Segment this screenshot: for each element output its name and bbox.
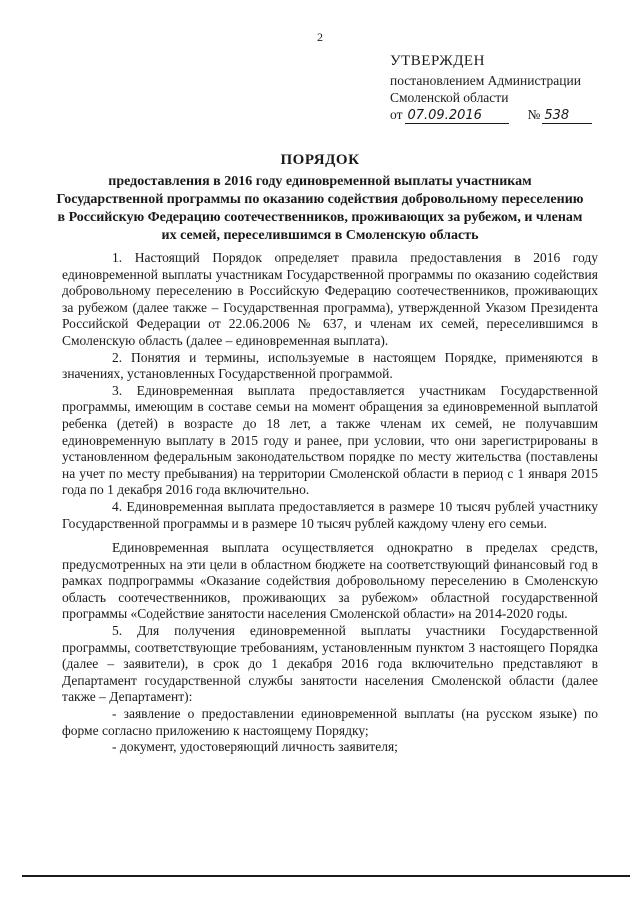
- handwritten-number: 538: [542, 109, 592, 124]
- date-prefix: от: [390, 107, 403, 122]
- approved-heading: УТВЕРЖДЕН: [390, 53, 485, 69]
- scan-bottom-edge: [22, 875, 630, 877]
- list-item-identity-document: - документ, удостоверяющий личность заявителя;: [112, 739, 398, 755]
- paragraph-4-continued: Единовременная выплата осуществляется однократно в пределах средств, предусмотренных на эти цели в областном бюджете на соответствующий финансовый год в рамках подпрограммы «Оказание содействия добровольному переселению в Смоленскую область соотечественников, проживающих за рубежом» областной государственной программы «Содействие занятости населения Смоленской области» на 2014-2020 годы.: [62, 540, 598, 622]
- document-title: ПОРЯДОК: [280, 152, 360, 168]
- list-item-application: - заявление о предоставлении единовременной выплаты (на русском языке) по форме согласно приложению к настоящему Порядку;: [62, 706, 598, 738]
- approval-stamp-block: [390, 53, 630, 124]
- handwritten-date: 07.09.2016: [405, 109, 509, 124]
- number-prefix: №: [527, 107, 541, 122]
- paragraph-2: 2. Понятия и термины, используемые в настоящем Порядке, применяются в значениях, установленных Государственной программой.: [62, 349, 598, 382]
- paragraph-5: 5. Для получения единовременной выплаты участники Государственной программы, соответствующие требованиям, установленным пунктом 3 настоящего Порядка (далее – заявители), в срок до 1 декабря 2016 года включительно представляют в Департамент государственной службы занятости населения Смоленской области (далее также – Департамент):: [62, 623, 598, 705]
- document-body: [62, 250, 598, 756]
- paragraph-1: 1. Настоящий Порядок определяет правила предоставления в 2016 году единовременной выплаты участникам Государственной программы по оказанию содействия добровольному переселению в Российскую Федерацию соотечественников, проживающих за рубежом (далее также – Государственная программа), утвержденной Указом Президента Российской Федерации от 22.06.2006 № 637, и членам их семей, переселившимся в Смоленскую область (далее – единовременная выплата).: [62, 250, 598, 348]
- approval-date-number-line: [390, 106, 630, 124]
- document-subtitle: предоставления в 2016 году единовременной выплаты участникам Государственной программы по оказанию содействия добровольному переселению в Российскую Федерацию соотечественников, проживающих за рубежом, и членам их семей, переселившимся в Смоленскую область: [56, 174, 584, 243]
- approval-line-region: Смоленской области: [390, 90, 509, 105]
- paragraph-3: 3. Единовременная выплата предоставляется участникам Государственной программы, имеющим в составе семьи на момент обращения за единовременной выплатой ребенка (детей) в возрасте до 18 лет, а также членам их семей, не получавшим единовременную выплату в 2015 году и ранее, при условии, что они зарегистрированы в установленном федеральным законодательством порядке по месту жительства (поставлены на учет по месту пребывания) на территории Смоленской области в период с 1 января 2015 года по 1 декабря 2016 года включительно.: [62, 382, 598, 498]
- page-number: 2: [317, 30, 323, 44]
- approval-line-administration: постановлением Администрации: [390, 73, 581, 88]
- paragraph-4: 4. Единовременная выплата предоставляется в размере 10 тысяч рублей участнику Государственной программы и в размере 10 тысяч рублей каждому члену его семьи.: [62, 498, 598, 531]
